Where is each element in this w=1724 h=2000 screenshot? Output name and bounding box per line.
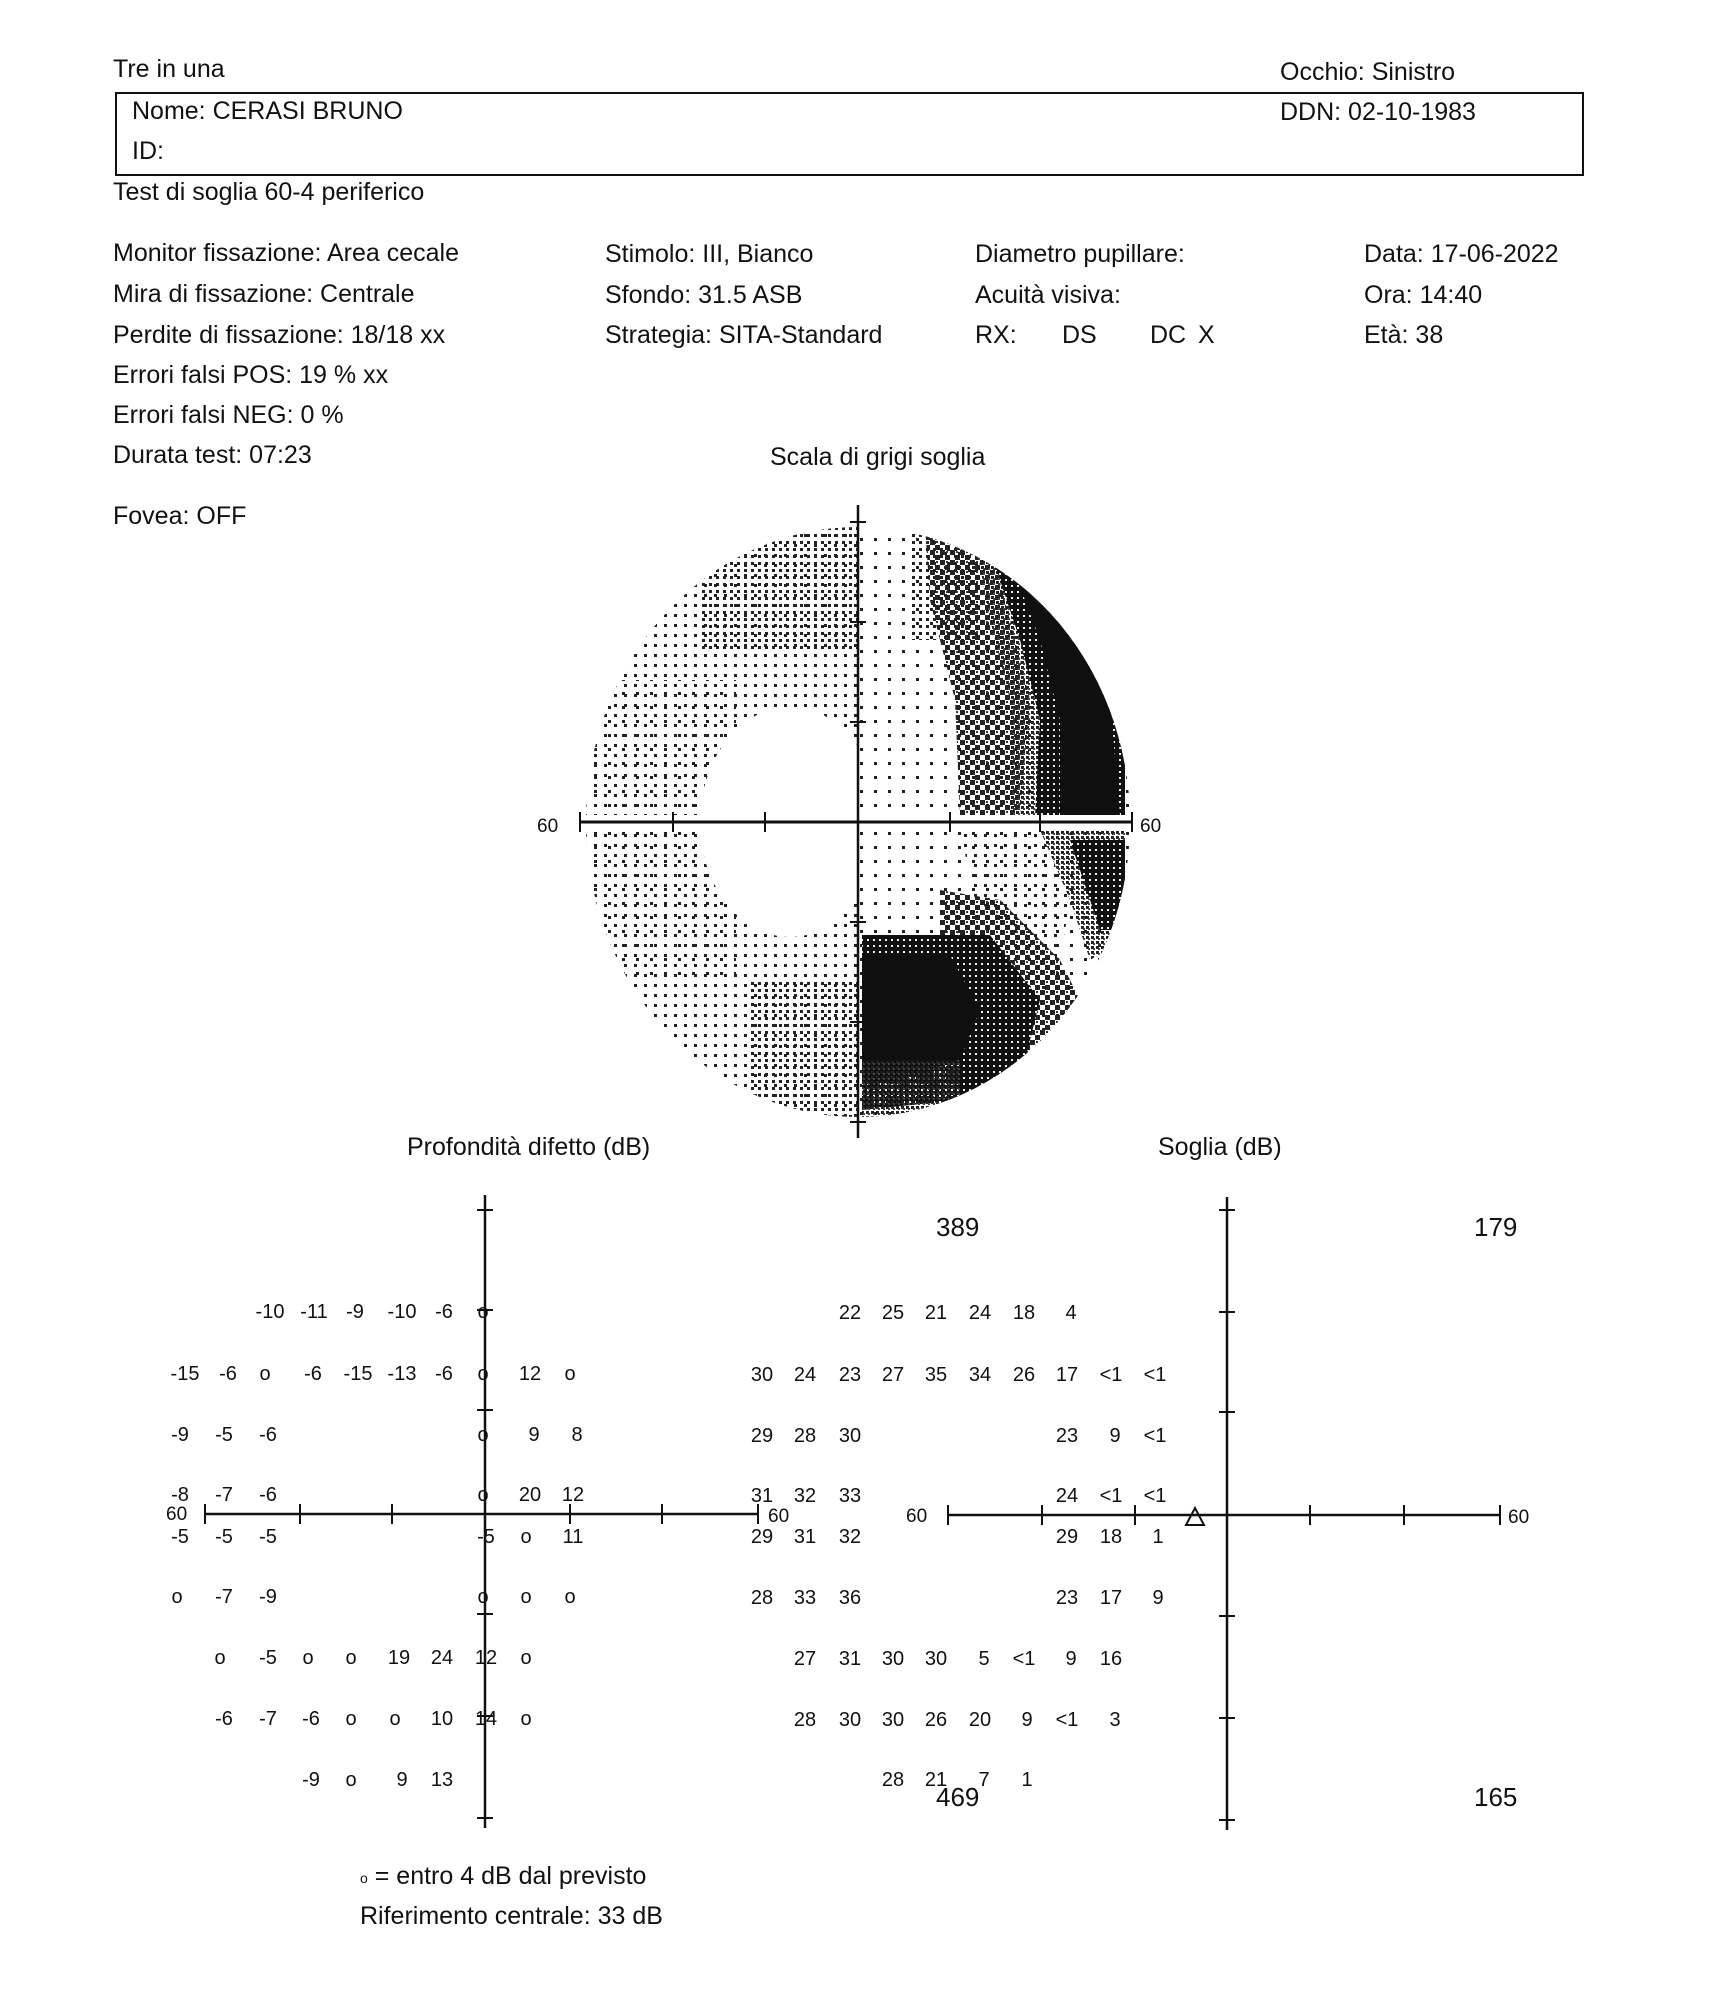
defect-value: 9 [528,1424,540,1446]
threshold-value: 36 [838,1587,862,1609]
defect-value: -7 [259,1708,277,1730]
threshold-value: 30 [881,1709,905,1731]
defect-value: -10 [387,1301,417,1323]
threshold-values [751,1302,1167,1791]
defect-value: -5 [259,1526,277,1548]
defect-value: o [345,1769,357,1791]
threshold-value: 24 [968,1302,992,1324]
defect-value: o [302,1647,314,1669]
defect-value: o [389,1708,401,1730]
defect-value: 20 [518,1484,542,1506]
pupil-diameter: Diametro pupillare: [975,240,1185,268]
threshold-value: 4 [1065,1302,1077,1324]
quadrant-total-bottom-left: 469 [936,1782,980,1812]
defect-value: -6 [304,1363,322,1385]
fovea-status: Fovea: OFF [113,502,247,530]
threshold-value: 20 [968,1709,992,1731]
threshold-value: 17 [1055,1364,1079,1386]
defect-value: -11 [300,1301,328,1323]
defect-value: o [214,1647,226,1669]
within-4db-symbol-icon: o [360,1870,368,1886]
threshold-value: 29 [750,1526,774,1548]
date-of-birth: DDN: 02-10-1983 [1280,98,1476,126]
central-reference: Riferimento centrale: 33 dB [360,1902,663,1930]
threshold-value: 29 [750,1425,774,1447]
threshold-value: 9 [1021,1709,1033,1731]
test-duration: Durata test: 07:23 [113,441,312,469]
defect-value: 12 [474,1647,498,1669]
threshold-value: <1 [1143,1485,1167,1507]
grayscale-title: Scala di grigi soglia [770,443,986,471]
threshold-value: 17 [1099,1587,1123,1609]
defect-value: 8 [571,1424,583,1446]
defect-value: -5 [215,1526,233,1548]
threshold-value: 24 [1055,1485,1079,1507]
defect-value: 24 [430,1647,454,1669]
defect-value: -9 [302,1769,320,1791]
defect-value: -7 [215,1484,233,1506]
defect-value: -5 [259,1647,277,1669]
patient-age: Età: 38 [1364,321,1444,349]
fixation-losses: Perdite di fissazione: 18/18 xx [113,321,446,349]
threshold-value: 33 [838,1485,862,1507]
threshold-value: 22 [838,1302,862,1324]
threshold-value: <1 [1012,1648,1036,1670]
rx-dc: DC [1150,321,1187,349]
defect-value: 13 [430,1769,454,1791]
defect-value: o [520,1526,532,1548]
defect-value: o [477,1484,489,1506]
threshold-value: 30 [838,1425,862,1447]
threshold-value: 18 [1099,1526,1123,1548]
threshold-value: <1 [1099,1485,1123,1507]
threshold-value: 24 [793,1364,817,1386]
exam-date: Data: 17-06-2022 [1364,240,1559,268]
threshold-value: 9 [1152,1587,1164,1609]
threshold-value: 30 [838,1709,862,1731]
fixation-monitor: Monitor fissazione: Area cecale [113,239,460,267]
defect-value: -5 [477,1526,495,1548]
defect-title: Profondità difetto (dB) [407,1133,651,1161]
threshold-value: 1 [1152,1526,1164,1548]
defect-value: -6 [435,1301,453,1323]
threshold-value: 30 [881,1648,905,1670]
defect-value: -9 [346,1301,364,1323]
patient-id: ID: [132,137,164,165]
defect-value: 11 [562,1526,584,1548]
threshold-value: 3 [1109,1709,1121,1731]
threshold-value: 18 [1012,1302,1036,1324]
defect-value: 12 [561,1484,585,1506]
threshold-value: 25 [881,1302,905,1324]
eye-label: Occhio: Sinistro [1280,58,1456,86]
quadrant-total-bottom-right: 165 [1474,1782,1518,1812]
defect-value: o [520,1586,532,1608]
threshold-value: 9 [1109,1425,1121,1447]
threshold-value: 26 [924,1709,948,1731]
threshold-value: 30 [924,1648,948,1670]
threshold-value: 31 [793,1526,817,1548]
strategy: Strategia: SITA-Standard [605,321,883,349]
threshold-value: 34 [968,1364,992,1386]
defect-left-label: 60 [166,1504,188,1525]
threshold-value: 23 [1055,1587,1079,1609]
defect-right-label: 60 [768,1506,790,1527]
threshold-value: <1 [1143,1425,1167,1447]
visual-acuity: Acuità visiva: [975,281,1121,309]
defect-value: o [564,1363,576,1385]
test-name: Test di soglia 60-4 periferico [113,178,425,206]
threshold-value: 5 [978,1648,990,1670]
threshold-value: 23 [838,1364,862,1386]
defect-value: o [259,1363,271,1385]
defect-value: 12 [518,1363,542,1385]
defect-value: -10 [255,1301,285,1323]
threshold-value: 26 [1012,1364,1036,1386]
grayscale-left-label: 60 [537,816,559,837]
threshold-value: 28 [750,1587,774,1609]
threshold-value: 1 [1021,1769,1033,1791]
threshold-value: 29 [1055,1526,1079,1548]
threshold-left-label: 60 [906,1506,928,1527]
threshold-value: 32 [793,1485,817,1507]
defect-value: 10 [430,1708,454,1730]
threshold-value: 23 [1055,1425,1079,1447]
threshold-value: 28 [793,1709,817,1731]
defect-value: -5 [215,1424,233,1446]
blind-spot-triangle-icon [1186,1508,1204,1525]
rx-label: RX: [975,321,1017,349]
defect-value: -9 [171,1424,189,1446]
rx-ds: DS [1062,321,1097,349]
threshold-value: 31 [838,1648,862,1670]
defect-value: -8 [171,1484,189,1506]
defect-value: o [171,1586,183,1608]
defect-value: -6 [215,1708,233,1730]
threshold-value: 21 [924,1769,948,1791]
rx-x: X [1198,321,1215,349]
defect-value: -6 [259,1424,277,1446]
threshold-value: 27 [881,1364,905,1386]
legend-text: = entro 4 dB dal previsto [374,1862,647,1890]
defect-value: -5 [171,1526,189,1548]
defect-value: -6 [259,1484,277,1506]
defect-value: o [477,1301,489,1323]
defect-value: o [477,1424,489,1446]
threshold-value: <1 [1055,1709,1079,1731]
defect-value: -15 [170,1363,200,1385]
threshold-value: <1 [1143,1364,1167,1386]
threshold-right-label: 60 [1508,1507,1530,1528]
defect-value: o [477,1586,489,1608]
defect-value: -9 [259,1586,277,1608]
defect-value: -6 [435,1363,453,1385]
report-title: Tre in una [113,55,225,83]
defect-value: o [345,1708,357,1730]
threshold-value: 30 [750,1364,774,1386]
defect-value: -6 [302,1708,320,1730]
patient-name: Nome: CERASI BRUNO [132,97,403,125]
exam-time: Ora: 14:40 [1364,281,1483,309]
threshold-value: 28 [881,1769,905,1791]
threshold-value: 9 [1065,1648,1077,1670]
defect-value: -7 [215,1586,233,1608]
defect-value: -13 [387,1363,417,1385]
quadrant-total-top-left: 389 [936,1212,980,1242]
threshold-value: 32 [838,1526,862,1548]
stimulus: Stimolo: III, Bianco [605,240,814,268]
threshold-title: Soglia (dB) [1158,1133,1282,1161]
fixation-target: Mira di fissazione: Centrale [113,280,415,308]
threshold-value: 33 [793,1587,817,1609]
threshold-value: 35 [924,1364,948,1386]
threshold-value: 28 [793,1425,817,1447]
threshold-value: 31 [750,1485,774,1507]
threshold-value: 27 [793,1648,817,1670]
defect-value: o [345,1647,357,1669]
grayscale-right-label: 60 [1140,816,1162,837]
threshold-value: 21 [924,1302,948,1324]
defect-value: o [520,1647,532,1669]
threshold-value: <1 [1099,1364,1123,1386]
quadrant-total-top-right: 179 [1474,1212,1518,1242]
defect-value: o [520,1708,532,1730]
defect-value: o [564,1586,576,1608]
defect-value: 14 [474,1708,498,1730]
defect-value: 19 [387,1647,411,1669]
background: Sfondo: 31.5 ASB [605,281,803,309]
defect-value: -6 [219,1363,237,1385]
false-pos-errors: Errori falsi POS: 19 % xx [113,361,389,389]
defect-value: o [477,1363,489,1385]
defect-value: 9 [396,1769,408,1791]
defect-value: -15 [343,1363,373,1385]
threshold-value: 16 [1099,1648,1123,1670]
threshold-value: 7 [978,1769,990,1791]
false-neg-errors: Errori falsi NEG: 0 % [113,401,344,429]
